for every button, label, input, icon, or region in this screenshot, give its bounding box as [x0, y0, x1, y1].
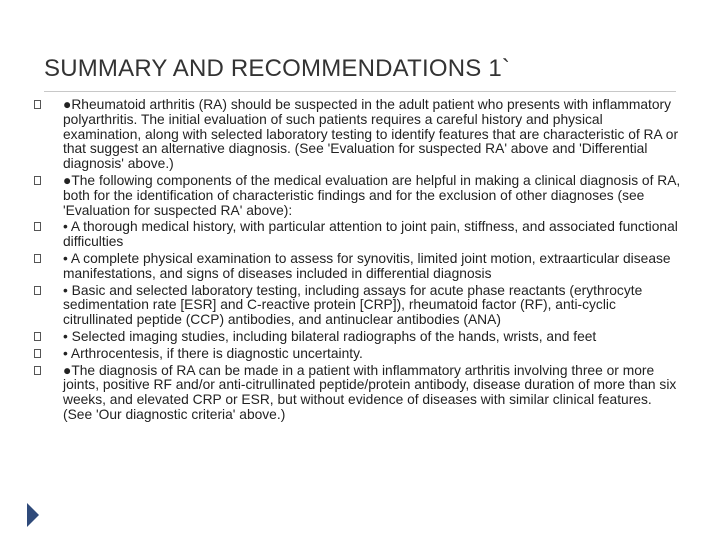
empty-square-bullet-icon	[34, 254, 41, 263]
empty-square-bullet-icon	[34, 286, 41, 295]
bullet-text: • Selected imaging studies, including bilateral radiographs of the hands, wrists, and feet	[63, 328, 597, 344]
list-item	[34, 98, 684, 172]
list-item	[34, 220, 684, 250]
empty-square-bullet-icon	[34, 366, 41, 375]
bullet-list	[34, 98, 684, 425]
bullet-text: ●The following components of the medical evaluation are helpful in making a clinical diagnosis of RA, both for the identification of characteristic findings and for the exclusion of other diagnoses (see 'Evaluation for suspected RA' above):	[63, 172, 681, 218]
empty-square-bullet-icon	[34, 332, 41, 341]
empty-square-bullet-icon	[34, 176, 41, 185]
bullet-text: • Basic and selected laboratory testing, including assays for acute phase reactants (erythrocyte sedimentation rate [ESR] and C-reactive protein [CRP]), rheumatoid factor (RF), anti-cyclic citrullinated peptide (CCP) antibodies, and antinuclear antibodies (ANA)	[63, 282, 643, 328]
triangle-right-icon[interactable]	[27, 503, 39, 527]
bullet-text: ●The diagnosis of RA can be made in a patient with inflammatory arthritis involving three or more joints, positive RF and/or anti-citrullinated peptide/protein antibody, disease duration of more than six weeks, and elevated CRP or ESR, but without evidence of diseases with similar clinical features. (See 'Our diagnostic criteria' above.)	[63, 362, 677, 422]
empty-square-bullet-icon	[34, 222, 41, 231]
empty-square-bullet-icon	[34, 100, 41, 109]
list-item	[34, 364, 684, 423]
slide-title: SUMMARY AND RECOMMENDATIONS 1`	[44, 55, 511, 82]
list-item	[34, 330, 684, 345]
empty-square-bullet-icon	[34, 349, 41, 358]
list-item	[34, 252, 684, 282]
list-item	[34, 174, 684, 218]
bullet-text: ●Rheumatoid arthritis (RA) should be suspected in the adult patient who presents with inflammatory polyarthritis. The initial evaluation of such patients requires a careful history and physical examination, along with selected laboratory testing to identify features that are characteristic of RA or that suggest an alternative diagnosis. (See 'Evaluation for suspected RA' above and 'Differential diagnosis' above.)	[63, 97, 679, 172]
list-item	[34, 347, 684, 362]
bullet-text: • Arthrocentesis, if there is diagnostic uncertainty.	[63, 345, 363, 361]
bullet-text: • A complete physical examination to assess for synovitis, limited joint motion, extraarticular disease manifestations, and signs of diseases included in differential diagnosis	[63, 250, 671, 281]
list-item	[34, 284, 684, 328]
title-divider	[44, 91, 676, 92]
bullet-text: • A thorough medical history, with particular attention to joint pain, stiffness, and associated functional difficulties	[63, 219, 678, 250]
